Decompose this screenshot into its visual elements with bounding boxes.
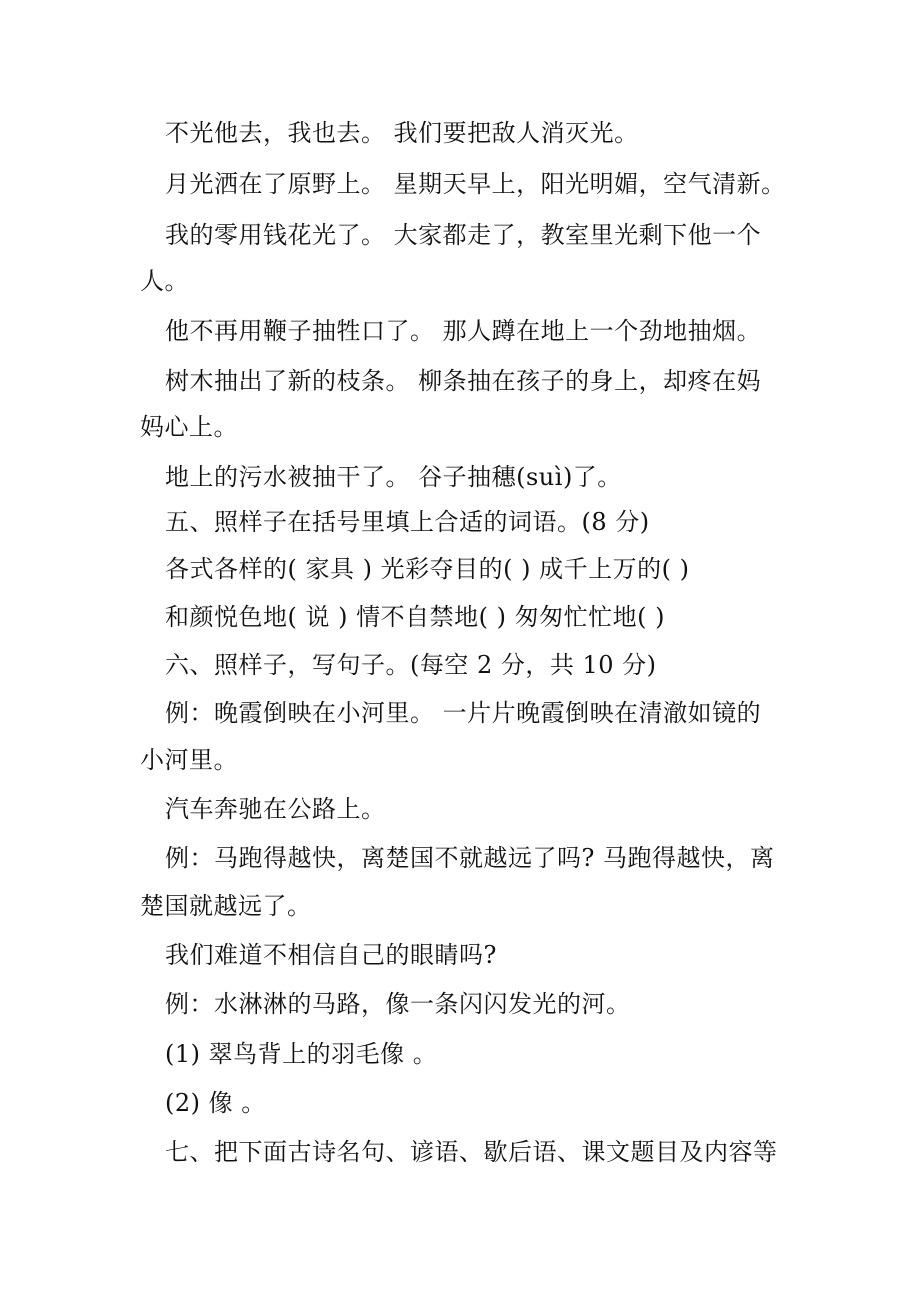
- text-line: 我们难道不相信自己的眼睛吗?: [165, 941, 497, 969]
- text-line: 树木抽出了新的枝条。 柳条抽在孩子的身上，却疼在妈: [165, 367, 762, 395]
- text-line: 小河里。: [140, 746, 238, 774]
- text-line: 例：水淋淋的马路，像一条闪闪发光的河。: [165, 990, 631, 1018]
- text-line: (2) 像 。: [165, 1089, 266, 1117]
- text-line: 地上的污水被抽干了。 谷子抽穗(suì)了。: [165, 463, 622, 491]
- text-line: 我的零用钱花光了。 大家都走了，教室里光剩下他一个: [165, 221, 762, 249]
- text-line: 妈心上。: [140, 413, 238, 441]
- text-line: 楚国就越远了。: [140, 892, 312, 920]
- text-line: 和颜悦色地( 说 ) 情不自禁地( ) 匆匆忙忙地( ): [165, 603, 665, 631]
- section-heading: 六、照样子，写句子。(每空 2 分，共 10 分): [165, 651, 657, 679]
- text-line: 不光他去，我也去。 我们要把敌人消灭光。: [165, 119, 639, 147]
- text-line: 例：晚霞倒映在小河里。 一片片晚霞倒映在清澈如镜的: [165, 699, 762, 727]
- text-line: 例：马跑得越快，离楚国不就越远了吗? 马跑得越快，离: [165, 844, 775, 872]
- text-line: 月光洒在了原野上。 星期天早上，阳光明媚，空气清新。: [165, 170, 786, 198]
- section-heading: 五、照样子在括号里填上合适的词语。(8 分): [165, 508, 650, 536]
- text-line: 他不再用鞭子抽牲口了。 那人蹲在地上一个劲地抽烟。: [165, 317, 762, 345]
- text-line: (1) 翠鸟背上的羽毛像 。: [165, 1040, 438, 1068]
- text-line: 人。: [140, 267, 189, 295]
- text-line: 汽车奔驰在公路上。: [165, 795, 386, 823]
- text-line: 各式各样的( 家具 ) 光彩夺目的( ) 成千上万的( ): [165, 555, 690, 583]
- section-heading: 七、把下面古诗名句、谚语、歇后语、课文题目及内容等: [165, 1138, 778, 1166]
